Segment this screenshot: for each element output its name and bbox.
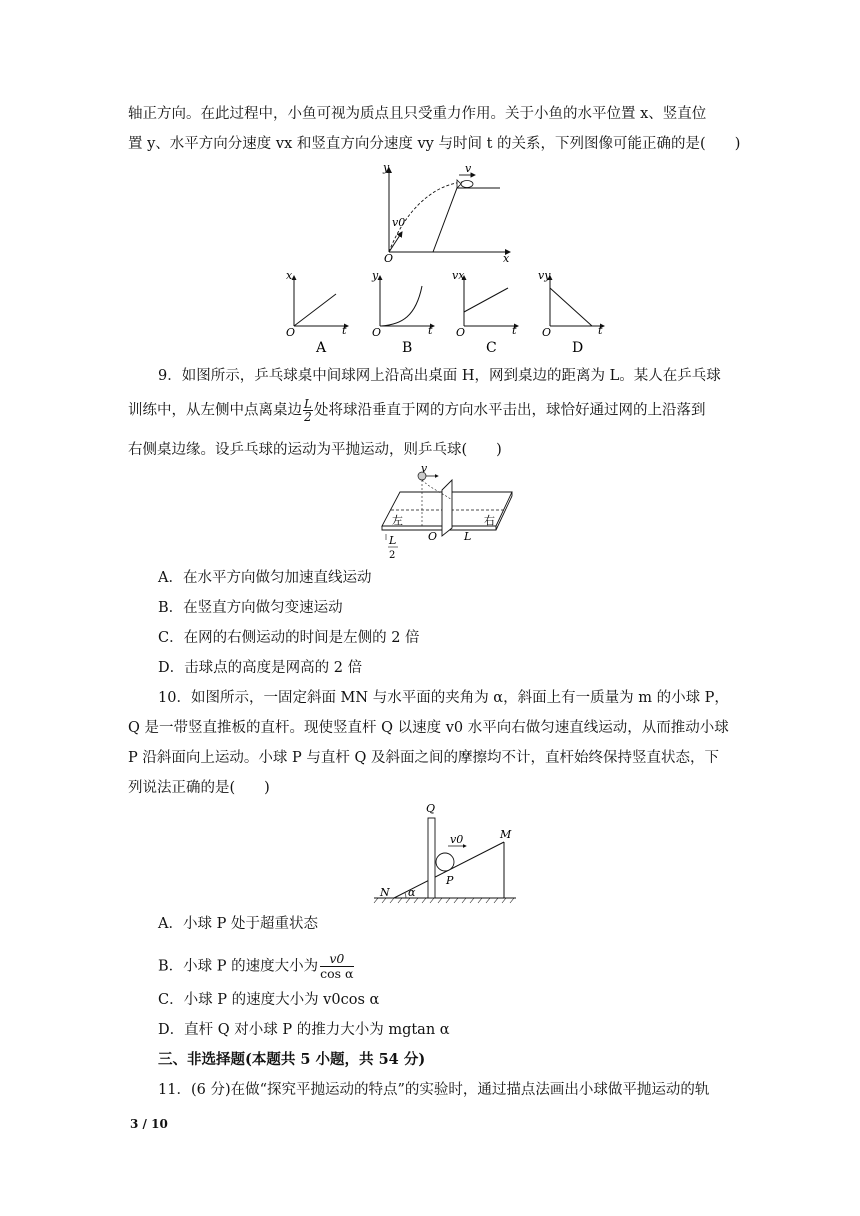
q10-incline-figure bbox=[370, 798, 520, 908]
q8-fig-x-label: x bbox=[503, 252, 510, 265]
graph-b-axis: y bbox=[372, 269, 379, 282]
option-c-label: C bbox=[486, 340, 497, 356]
q9-fig-l: L bbox=[464, 530, 472, 543]
graph-c bbox=[452, 269, 518, 356]
q9-option-b: B．在竖直方向做匀变速运动 bbox=[158, 600, 343, 616]
q10-fig-q: Q bbox=[426, 802, 436, 815]
graph-a-origin: O bbox=[286, 326, 296, 339]
option-a-label: A bbox=[316, 340, 327, 356]
q10-fig-alpha: α bbox=[408, 886, 416, 899]
graph-b-origin: O bbox=[372, 326, 382, 339]
q9-line2-end: 处将球沿垂直于网的方向水平击出，球恰好通过网的上沿落到 bbox=[313, 402, 706, 419]
graph-d-axis: vy bbox=[538, 269, 551, 282]
q8-option-graphs bbox=[282, 268, 622, 358]
q8-fig-y-label: y bbox=[383, 161, 390, 174]
frac-den: cos α bbox=[320, 966, 354, 981]
q10-line4: 列说法正确的是( ) bbox=[128, 780, 270, 796]
q9-option-d: D．击球点的高度是网高的 2 倍 bbox=[158, 660, 363, 676]
q10-line1: 10．如图所示，一固定斜面 MN 与水平面的夹角为 α，斜面上有一质量为 m 的小球 P， bbox=[158, 690, 729, 706]
graph-b-t: t bbox=[428, 324, 433, 337]
option-b-label: B bbox=[402, 340, 413, 356]
graph-d-origin: O bbox=[542, 326, 552, 339]
q8-fig-v-label: v bbox=[465, 162, 472, 175]
graph-a bbox=[286, 269, 348, 356]
graph-a-axis: x bbox=[286, 269, 293, 282]
q10-fig-n: N bbox=[380, 886, 390, 899]
section-heading: 三、非选择题(本题共 5 小题，共 54 分) bbox=[158, 1051, 426, 1068]
q9-fig-half-den: 2 bbox=[389, 550, 396, 561]
graph-c-t: t bbox=[512, 324, 517, 337]
q9-fig-right: 右 bbox=[484, 514, 495, 527]
option-d-label: D bbox=[572, 340, 584, 356]
q9-option-c: C．在网的右侧运动的时间是左侧的 2 倍 bbox=[158, 630, 420, 646]
graph-b bbox=[371, 269, 434, 356]
frac-num: v0 bbox=[320, 952, 353, 967]
q8-fish-figure bbox=[375, 160, 515, 265]
graph-d-t: t bbox=[598, 324, 603, 337]
page-number: 3 / 10 bbox=[130, 1117, 168, 1131]
frac-den: 2 bbox=[304, 410, 312, 424]
q10-fig-p: P bbox=[446, 874, 454, 887]
graph-a-t: t bbox=[342, 324, 347, 337]
q8-fig-v0-label: v0 bbox=[392, 216, 406, 229]
q9-fig-left: 左 bbox=[392, 514, 403, 527]
q10-option-a: A．小球 P 处于超重状态 bbox=[158, 916, 318, 932]
q8-fig-origin: O bbox=[384, 252, 394, 265]
q10-option-b bbox=[158, 952, 356, 981]
q8-line1: 轴正方向。在此过程中，小鱼可视为质点且只受重力作用。关于小鱼的水平位置 x、竖直位 bbox=[128, 106, 707, 122]
q11-line1: 11．(6 分)在做“探究平抛运动的特点”的实验时，通过描点法画出小球做平抛运动的轨 bbox=[158, 1082, 710, 1098]
q9-fig-v-label: v bbox=[421, 462, 428, 475]
q9-line2 bbox=[128, 398, 705, 423]
frac-num: L bbox=[304, 397, 312, 411]
q9-fraction-l-over-2 bbox=[303, 398, 313, 423]
q9-fig-half-num: L bbox=[389, 534, 397, 547]
q9-option-a: A．在水平方向做匀加速直线运动 bbox=[158, 570, 372, 586]
q10-option-b-fraction bbox=[320, 952, 353, 981]
q10-option-b-text: B．小球 P 的速度大小为 bbox=[158, 958, 319, 975]
q9-line2-start: 训练中，从左侧中点离桌边 bbox=[128, 402, 302, 419]
q9-table-figure bbox=[372, 462, 517, 567]
graph-c-axis: vx bbox=[452, 269, 465, 282]
q10-option-c: C．小球 P 的速度大小为 v0cos α bbox=[158, 992, 380, 1008]
q9-line3: 右侧桌边缘。设乒乓球的运动为平抛运动，则乒乓球( ) bbox=[128, 442, 502, 458]
q10-line3: P 沿斜面向上运动。小球 P 与直杆 Q 及斜面之间的摩擦均不计，直杆始终保持竖直状态，下 bbox=[128, 750, 719, 766]
q10-fig-v0: v0 bbox=[450, 833, 464, 846]
graph-d bbox=[538, 269, 604, 356]
q10-option-d: D．直杆 Q 对小球 P 的推力大小为 mgtan α bbox=[158, 1022, 450, 1038]
graph-c-origin: O bbox=[456, 326, 466, 339]
q10-line2: Q 是一带竖直推板的直杆。现使竖直杆 Q 以速度 v0 水平向右做匀速直线运动，从而推动小球 bbox=[128, 720, 729, 736]
q10-fig-m: M bbox=[500, 828, 512, 841]
q8-line2: 置 y、水平方向分速度 vx 和竖直方向分速度 vy 与时间 t 的关系，下列图像可能正确的是( ) bbox=[128, 136, 741, 152]
q9-line1: 9．如图所示，乒乓球桌中间球网上沿高出桌面 H，网到桌边的距离为 L。某人在乒乓球 bbox=[158, 368, 721, 384]
q9-fig-origin: O bbox=[428, 530, 438, 543]
